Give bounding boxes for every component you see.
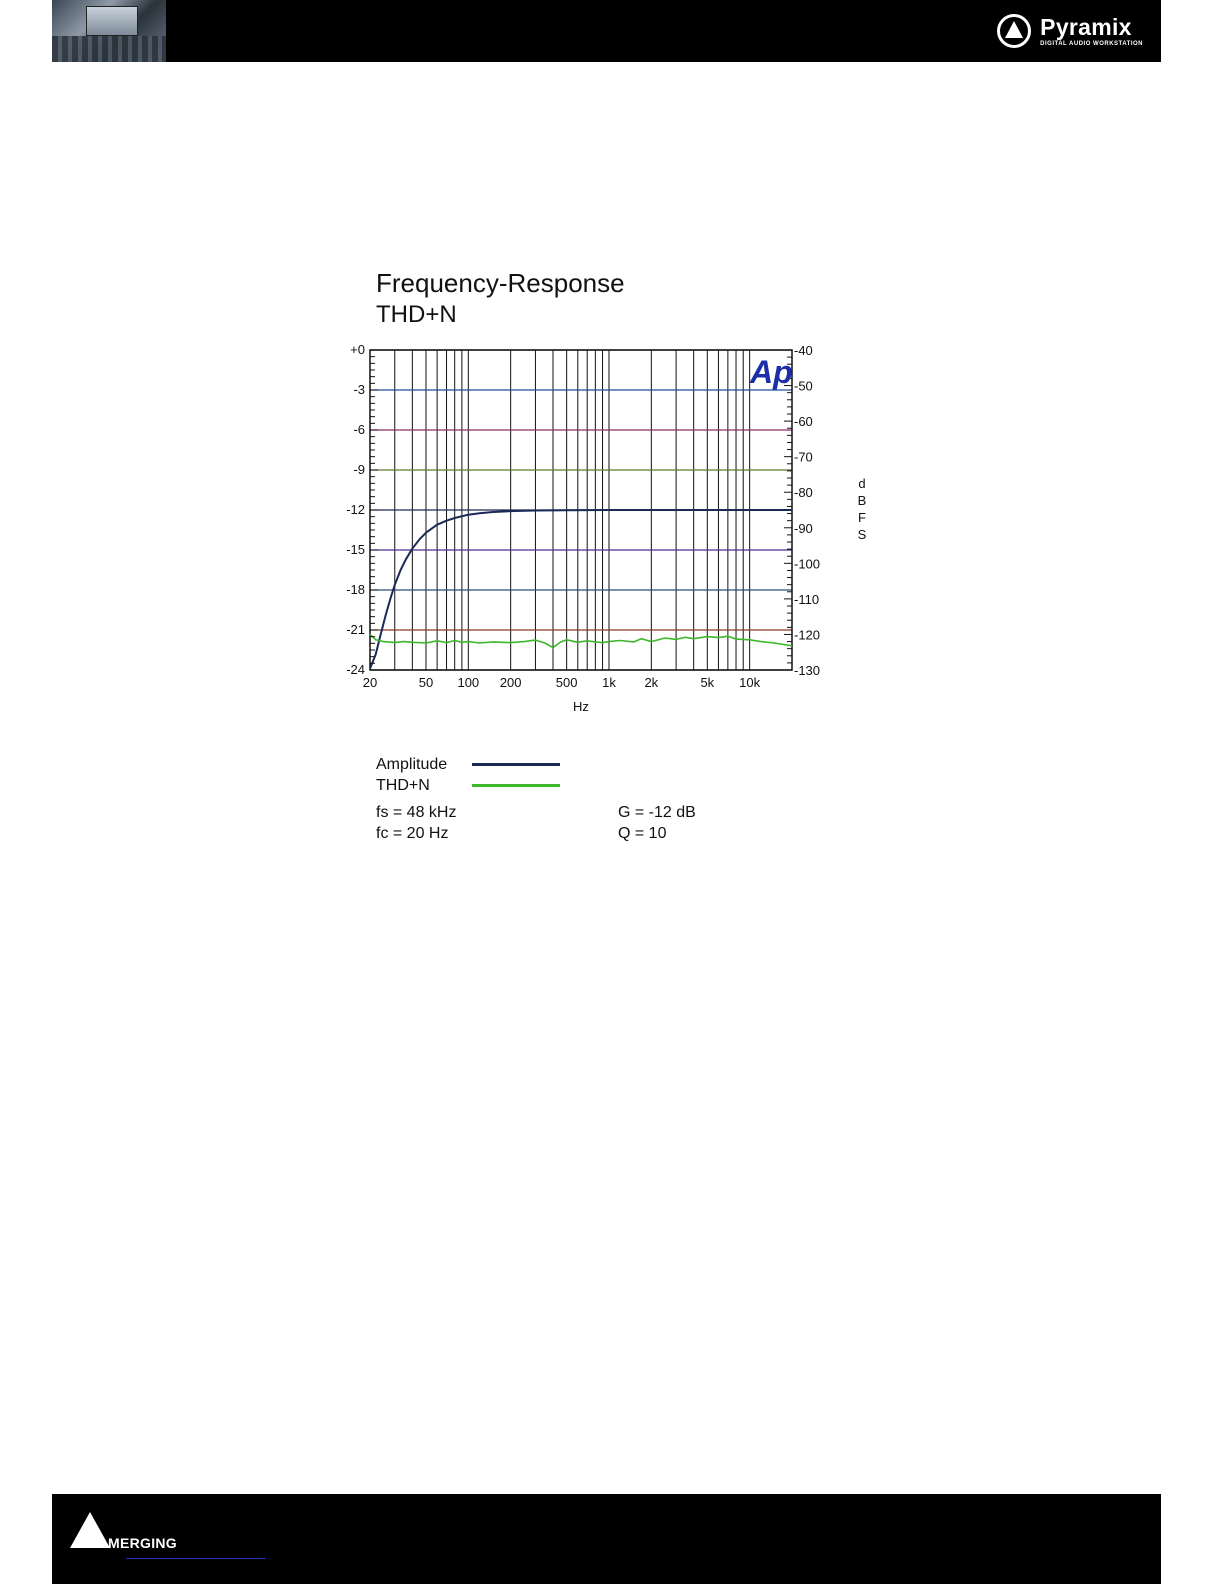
y-right-tick-label: -110 [794, 591, 820, 607]
brand-tagline: DIGITAL AUDIO WORKSTATION [1040, 40, 1143, 47]
x-tick-label: 5k [700, 675, 715, 690]
x-tick-label: 10k [739, 675, 761, 690]
right-axis-title-letter: B [857, 493, 867, 508]
y-left-tick-label: -18 [346, 582, 365, 597]
pyramix-logo-icon [996, 13, 1032, 49]
x-tick-label: 50 [418, 675, 434, 690]
photo-console-shape [52, 36, 166, 62]
y-right-tick-label: -120 [794, 627, 821, 643]
x-tick-label: 200 [499, 675, 522, 690]
right-axis-title-letter: S [857, 527, 867, 542]
y-left-tick-label: -3 [353, 382, 365, 397]
legend-item-amplitude [376, 754, 560, 775]
pyramix-brand [996, 11, 1143, 51]
legend-label-thdn: THD+N [376, 776, 430, 794]
y-left-tick-label: -9 [353, 462, 365, 477]
x-tick-label: 2k [644, 675, 659, 690]
y-right-tick-label: -50 [794, 378, 813, 394]
param-gain: G = -12 dB [618, 804, 696, 821]
ap-watermark-logo: Ap [750, 354, 793, 390]
frequency-response-chart [330, 336, 890, 726]
photo-monitor-shape [86, 6, 138, 36]
y-right-tick-label: -80 [794, 485, 813, 501]
x-tick-label: 500 [555, 675, 578, 690]
param-q: Q = 10 [618, 825, 667, 842]
y-left-tick-label: -24 [346, 662, 365, 677]
y-right-tick-label: -60 [794, 414, 813, 430]
header-bar [52, 0, 1161, 62]
header-studio-photo [52, 0, 166, 62]
footer-brand-name: MERGING [108, 1535, 177, 1551]
brand-name: Pyramix [1040, 13, 1132, 40]
x-tick-label: 100 [457, 675, 480, 690]
x-tick-label: 20 [362, 675, 378, 690]
series-layer [370, 510, 792, 669]
y-left-tick-label: -12 [346, 502, 365, 517]
chart-subtitle: THD+N [376, 301, 457, 328]
legend-label-amplitude: Amplitude [376, 755, 448, 773]
y-right-tick-label: -130 [794, 663, 821, 678]
y-left-tick-label: -6 [353, 422, 365, 437]
footer-bar [52, 1494, 1161, 1584]
y-right-tick-label: -100 [794, 556, 821, 572]
y-left-tick-label: -21 [346, 622, 365, 637]
param-sample-rate: fs = 48 kHz [376, 804, 457, 821]
x-tick-label: 1k [602, 675, 616, 690]
right-axis-title-letter: F [858, 510, 866, 525]
legend-swatch-thdn [472, 784, 560, 787]
y-left-tick-label: +0 [350, 342, 365, 357]
footer-link-underline [126, 1558, 266, 1559]
param-center-frequency: fc = 20 Hz [376, 825, 449, 842]
y-right-tick-label: -90 [794, 520, 813, 536]
y-right-tick-label: -70 [794, 449, 813, 465]
legend [376, 754, 560, 796]
legend-item-thdn [376, 775, 560, 796]
measurement-parameters [376, 803, 736, 847]
legend-swatch-amplitude [472, 763, 560, 766]
right-axis-title-letter: d [858, 476, 866, 491]
series-line-amplitude [370, 510, 792, 669]
y-left-tick-label: -15 [346, 542, 365, 557]
chart-title: Frequency-Response [376, 268, 625, 298]
series-line-thd-n [370, 634, 792, 647]
y-right-tick-label: -40 [794, 343, 813, 358]
x-axis-title: Hz [573, 699, 589, 714]
